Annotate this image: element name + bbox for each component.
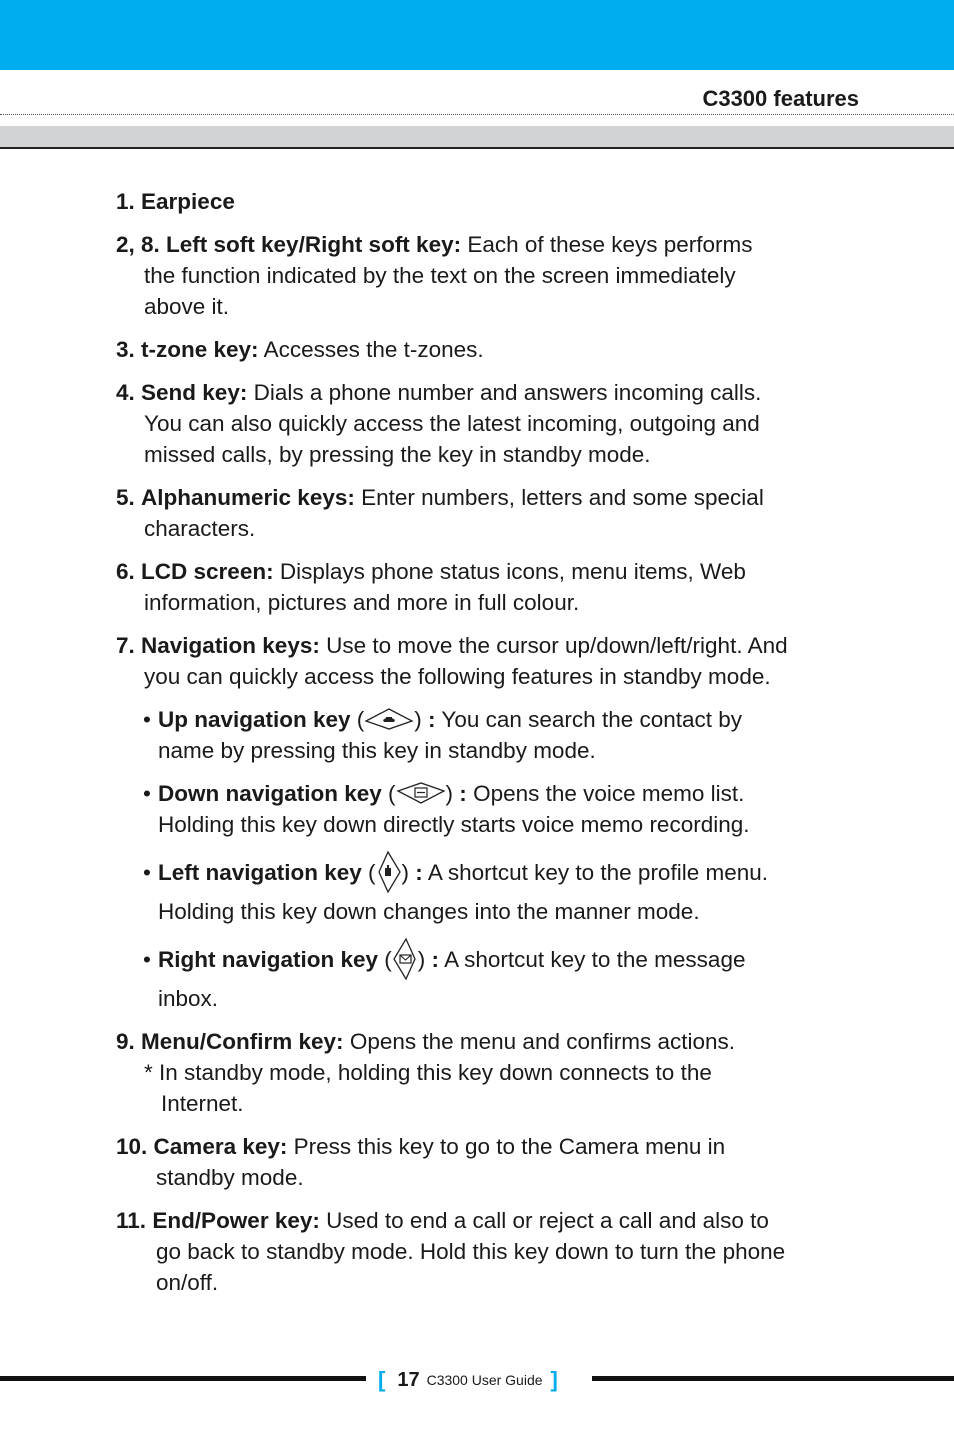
item-number: 9. <box>116 1029 135 1054</box>
item-number: 10. <box>116 1134 148 1159</box>
item-title: t-zone key: <box>141 337 259 362</box>
sub-item-text-cont: inbox. <box>158 986 219 1011</box>
item-note: * In standby mode, holding this key down connects to the <box>144 1060 712 1085</box>
item-text: Opens the menu and confirms actions. <box>349 1029 736 1054</box>
item-text-cont: You can also quickly access the latest incoming, outgoing and <box>144 411 760 436</box>
footer-bracket-open: [ <box>378 1367 386 1392</box>
footer-bracket-close: ] <box>550 1367 558 1392</box>
list-item-lcd-screen <box>116 556 866 618</box>
item-text-cont: on/off. <box>156 1270 219 1295</box>
sub-item-text-cont: Holding this key down changes into the manner mode. <box>158 899 700 924</box>
item-text: Each of these keys performs <box>467 232 753 257</box>
sub-item-text-cont: name by pressing this key in standby mode. <box>158 738 596 763</box>
item-title: Navigation keys: <box>141 633 320 658</box>
footer-rule-right <box>592 1376 954 1381</box>
sub-item-title: Right navigation key <box>158 946 379 972</box>
sub-item-text: You can search the contact by <box>441 707 743 732</box>
item-text: Enter numbers, letters and some special <box>361 485 764 510</box>
sub-item-up-nav: • Up navigation key ( ) : You can search the contact by name by pressing this key in standby mode. <box>143 704 866 766</box>
sub-item-text-cont: Holding this key down directly starts voice memo recording. <box>158 812 750 837</box>
item-title: Alphanumeric keys: <box>141 485 355 510</box>
dotted-divider <box>0 114 954 115</box>
list-item-end-power-key <box>116 1205 866 1298</box>
item-title: Menu/Confirm key: <box>141 1029 344 1054</box>
item-text: Use to move the cursor up/down/left/right. And <box>326 633 788 658</box>
sub-item-down-nav: • Down navigation key ( ) : Opens the voice memo list. Holding this key down directly starts voice memo recording. <box>143 778 866 840</box>
item-text-cont: above it. <box>144 294 230 319</box>
list-item-navigation-keys <box>116 630 866 692</box>
sub-item-text: Opens the voice memo list. <box>473 781 745 806</box>
sub-item-title: Up navigation key <box>158 707 351 732</box>
item-text: Accesses the t-zones. <box>263 337 484 362</box>
item-number: 11. <box>116 1208 147 1233</box>
section-title: C3300 features <box>702 86 859 111</box>
list-item-camera-key <box>116 1131 866 1193</box>
item-text-cont: go back to standby mode. Hold this key down to turn the phone <box>156 1239 786 1264</box>
item-text: Used to end a call or reject a call and also to <box>326 1208 769 1233</box>
item-title: LCD screen: <box>141 559 274 584</box>
item-number: 6. <box>116 559 135 584</box>
guide-title: C3300 User Guide <box>426 1372 543 1388</box>
right-nav-message-icon <box>392 937 418 981</box>
item-text-cont: missed calls, by pressing the key in standby mode. <box>144 442 651 467</box>
sub-item-right-nav: • Right navigation key ( ) : A shortcut key to the message inbox. <box>143 939 866 1014</box>
item-text-cont: standby mode. <box>156 1165 304 1190</box>
up-nav-phonebook-icon <box>364 707 414 731</box>
sub-item-left-nav: • Left navigation key ( ) : A shortcut key to the profile menu. Holding this key down changes into the manner mode. <box>143 852 866 927</box>
item-text: Dials a phone number and answers incoming calls. <box>253 380 762 405</box>
item-number: 3. <box>116 337 135 362</box>
item-number: 5. <box>116 485 135 510</box>
item-text: Displays phone status icons, menu items, Web <box>279 559 746 584</box>
item-text: Press this key to go to the Camera menu in <box>293 1134 726 1159</box>
list-item-menu-confirm-key <box>116 1026 866 1119</box>
gray-header-band <box>0 126 954 149</box>
item-number: 1. <box>116 189 135 214</box>
sub-item-text: A shortcut key to the profile menu. <box>427 859 768 885</box>
sub-item-text: A shortcut key to the message <box>444 946 746 972</box>
item-text-cont: the function indicated by the text on the screen immediately <box>144 263 736 288</box>
item-title: Camera key: <box>153 1134 288 1159</box>
down-nav-voicememo-icon <box>396 781 446 805</box>
page-footer <box>378 1366 558 1394</box>
sub-item-title: Left navigation key <box>158 859 362 885</box>
item-title: Send key: <box>141 380 248 405</box>
list-item-send-key <box>116 377 866 470</box>
list-item-alphanumeric-keys <box>116 482 866 544</box>
list-item-earpiece <box>116 186 866 217</box>
header-bar <box>0 0 954 70</box>
item-text-cont: characters. <box>144 516 256 541</box>
page-number: 17 <box>397 1368 420 1391</box>
item-note-cont: Internet. <box>161 1091 244 1116</box>
footer-rule-left <box>0 1376 366 1381</box>
item-text-cont: you can quickly access the following features in standby mode. <box>144 664 771 689</box>
list-item-tzone-key <box>116 334 866 365</box>
item-number: 4. <box>116 380 135 405</box>
feature-list <box>116 186 866 1310</box>
item-title: End/Power key: <box>152 1208 320 1233</box>
item-number: 2, 8. <box>116 232 160 257</box>
item-title: Left soft key/Right soft key: <box>166 232 462 257</box>
item-title: Earpiece <box>141 189 235 214</box>
left-nav-profile-icon <box>376 850 402 894</box>
list-item-soft-keys <box>116 229 866 322</box>
item-number: 7. <box>116 633 135 658</box>
sub-item-title: Down navigation key <box>158 781 382 806</box>
item-text-cont: information, pictures and more in full colour. <box>144 590 580 615</box>
